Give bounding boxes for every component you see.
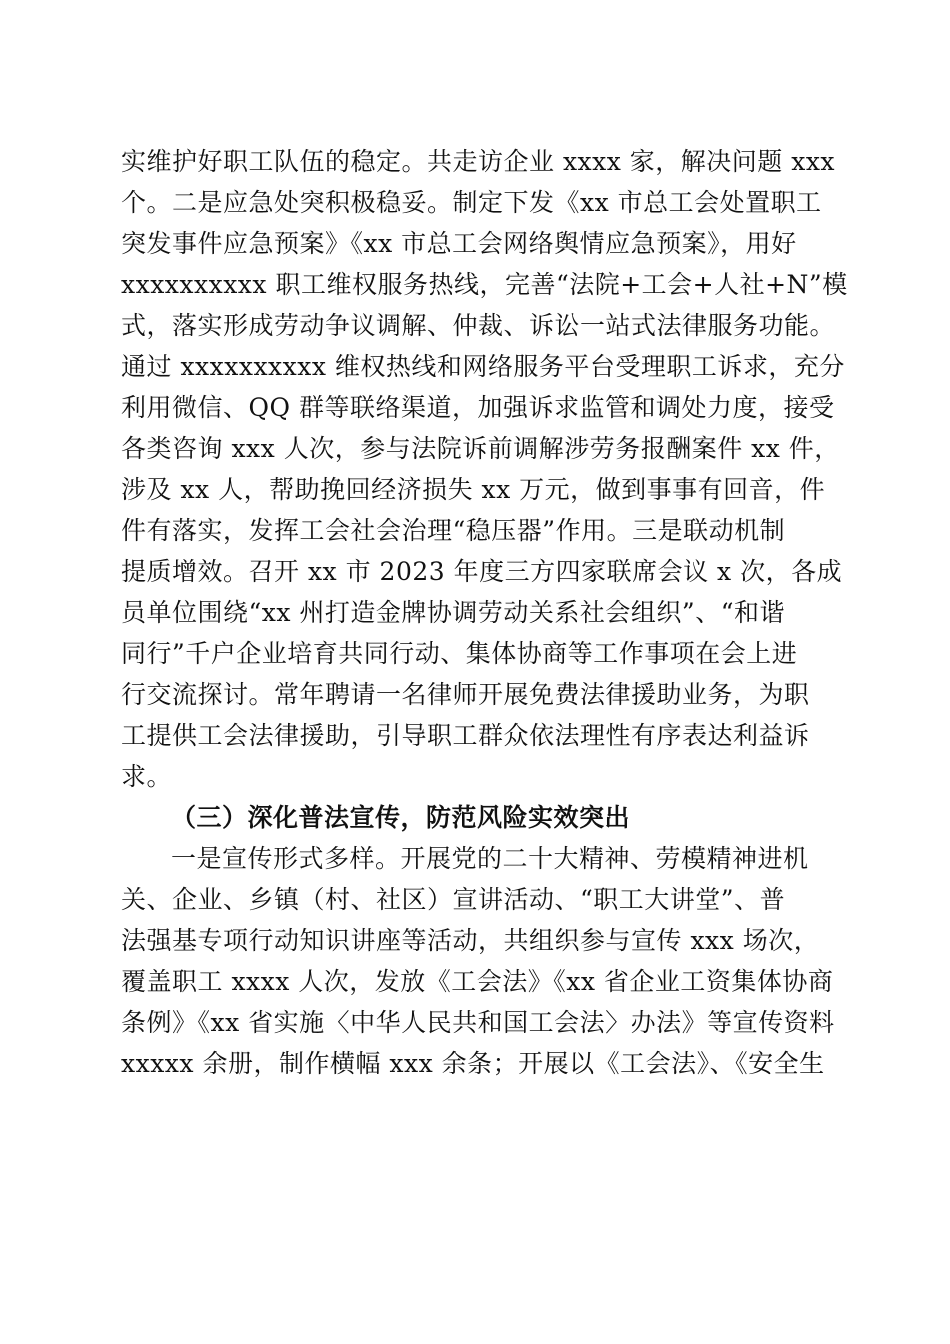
paragraph-line: 一是宣传形式多样。开展党的二十大精神、劳模精神进机: [171, 844, 809, 873]
paragraph-line: 件有落实，发挥工会社会治理“稳压器”作用。三是联动机制: [121, 516, 786, 545]
paragraph-line: 提质增效。召开 xx 市 2023 年度三方四家联席会议 x 次，各成: [121, 557, 843, 586]
paragraph-line: 个。二是应急处突积极稳妥。制定下发《xx 市总工会处置职工: [121, 188, 822, 217]
paragraph-line: 条例》《xx 省实施〈中华人民共和国工会法〉办法》等宣传资料: [121, 1008, 835, 1037]
paragraph-line: 同行”千户企业培育共同行动、集体协商等工作事项在会上进: [121, 639, 798, 668]
paragraph-line: 通过 xxxxxxxxxx 维权热线和网络服务平台受理职工诉求，充分: [121, 352, 845, 381]
paragraph-line: 工提供工会法律援助，引导职工群众依法理性有序表达利益诉: [121, 721, 810, 750]
paragraph-line: 突发事件应急预案》《xx 市总工会网络舆情应急预案》，用好: [121, 229, 797, 258]
paragraph-line: 求。: [121, 762, 173, 791]
paragraph-line: 员单位围绕“xx 州打造金牌协调劳动关系社会组织”、“和谐: [121, 598, 785, 627]
section-heading: （三）深化普法宣传，防范风险实效突出: [171, 803, 631, 832]
paragraph-line: 利用微信、QQ 群等联络渠道，加强诉求监管和调处力度，接受: [121, 393, 835, 422]
paragraph-line: 各类咨询 xxx 人次，参与法院诉前调解涉劳务报酬案件 xx 件，: [121, 434, 840, 463]
paragraph-line: 覆盖职工 xxxx 人次，发放《工会法》《xx 省企业工资集体协商: [121, 967, 834, 996]
paragraph-line: xxxxxxxxxx 职工维权服务热线，完善“法院+工会+人社+N”模: [121, 270, 848, 299]
paragraph-line: 涉及 xx 人，帮助挽回经济损失 xx 万元，做到事事有回音，件: [121, 475, 826, 504]
paragraph-line: 行交流探讨。常年聘请一名律师开展免费法律援助业务，为职: [121, 680, 810, 709]
paragraph-line: 式，落实形成劳动争议调解、仲裁、诉讼一站式法律服务功能。: [121, 311, 836, 340]
paragraph-line: xxxxx 余册，制作横幅 xxx 余条；开展以《工会法》、《安全生: [121, 1049, 825, 1078]
paragraph-line: 法强基专项行动知识讲座等活动，共组织参与宣传 xxx 场次，: [121, 926, 820, 955]
paragraph-line: 实维护好职工队伍的稳定。共走访企业 xxxx 家，解决问题 xxx: [121, 147, 836, 176]
paragraph-line: 关、企业、乡镇（村、社区）宣讲活动、“职工大讲堂”、普: [121, 885, 786, 914]
